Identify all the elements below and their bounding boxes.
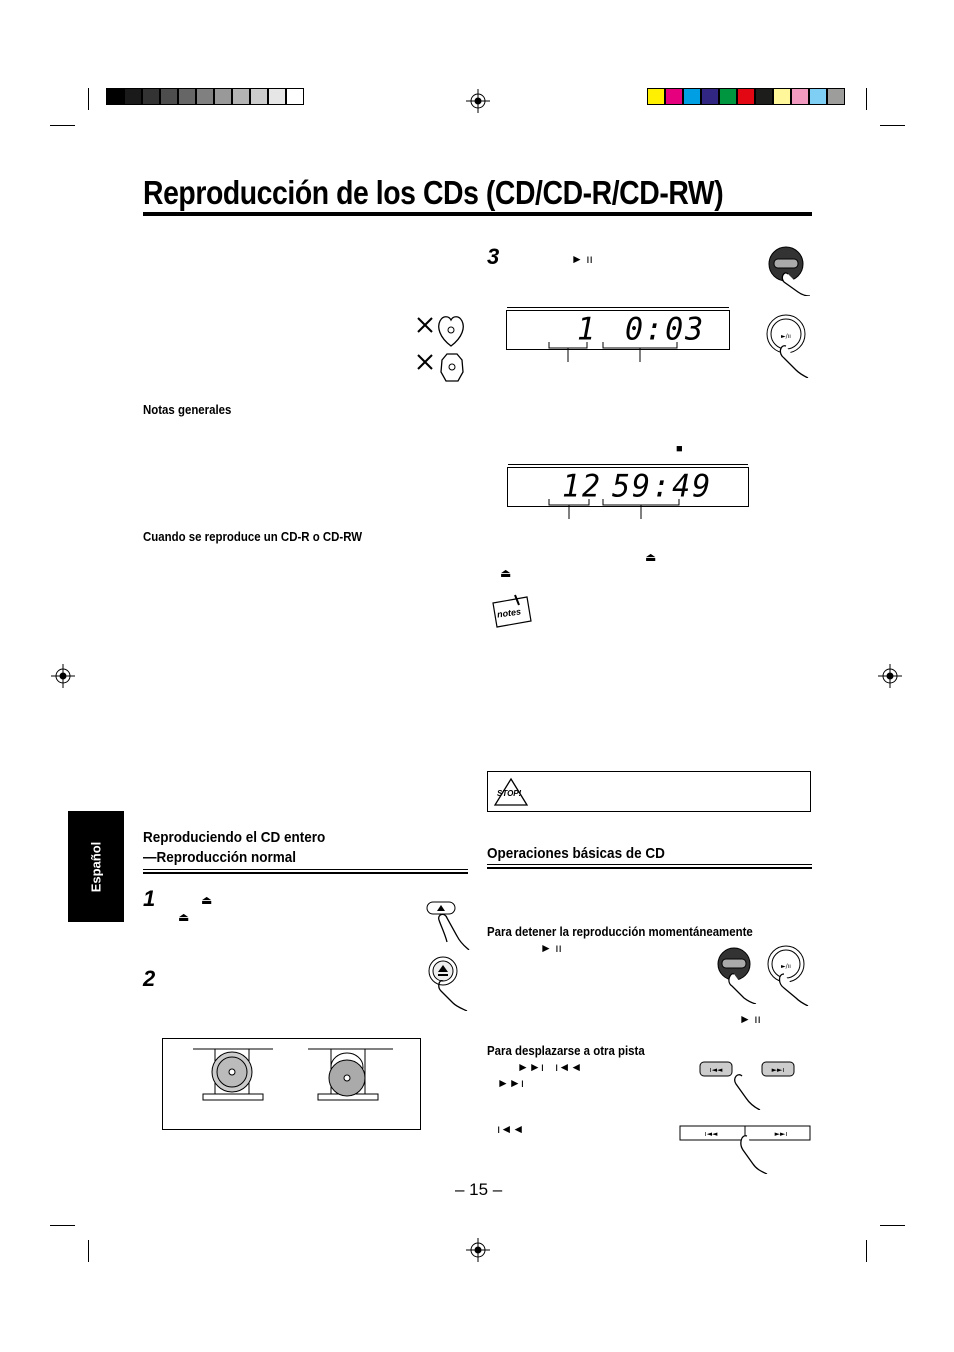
- page-number: – 15 –: [455, 1180, 503, 1199]
- pause-heading: Para detener la reproducción momentáneamente: [487, 924, 753, 939]
- section-rule: [487, 864, 812, 869]
- lcd-total-time: 59:49: [612, 468, 713, 505]
- registration-swatch: [268, 88, 286, 105]
- registration-swatch: [683, 88, 701, 105]
- registration-swatch: [124, 88, 142, 105]
- svg-text:ı◄◄: ı◄◄: [704, 1130, 718, 1138]
- notas-generales-heading: Notas generales: [143, 402, 232, 417]
- crop-mark: [866, 1240, 867, 1262]
- remote-skip-buttons-illustration: [679, 1124, 811, 1174]
- crop-mark: [50, 1225, 75, 1226]
- svg-text:►►ı: ►►ı: [771, 1066, 785, 1074]
- cd-r-rw-heading: Cuando se reproduce un CD-R o CD-RW: [143, 529, 363, 544]
- play-pause-symbol: ► ıı: [739, 1012, 761, 1026]
- svg-text:►►ı: ►►ı: [774, 1130, 788, 1138]
- svg-text:►/ıı: ►/ıı: [781, 333, 791, 340]
- language-side-tab: [68, 811, 124, 922]
- registration-swatch: [142, 88, 160, 105]
- stop-symbol: ■: [676, 443, 683, 455]
- lcd-elapsed-time: 0:03: [625, 311, 706, 348]
- prev-track-symbol: ı◄◄: [555, 1060, 583, 1074]
- eject-button-press-illustration: [423, 898, 471, 950]
- prev-track-symbol: ı◄◄: [497, 1122, 525, 1136]
- crop-mark: [880, 125, 905, 126]
- registration-swatch: [647, 88, 665, 105]
- registration-crosshair: [466, 1238, 490, 1262]
- notes-icon-label: notes: [496, 606, 522, 620]
- registration-swatch: [701, 88, 719, 105]
- play-pause-symbol: ► ıı: [540, 941, 562, 955]
- play-pause-dark-button-illustration: [714, 946, 762, 1004]
- stop-icon-label: STOP!: [497, 789, 522, 798]
- page-title: Reproducción de los CDs (CD/CD-R/CD-RW): [143, 174, 724, 211]
- step-2-number: 2: [143, 966, 156, 991]
- registration-swatch: [719, 88, 737, 105]
- lcd-track-number: 1: [577, 311, 598, 348]
- step-3-number: 3: [487, 244, 500, 269]
- skip-heading: Para desplazarse a otra pista: [487, 1043, 645, 1058]
- notes-icon: [489, 593, 533, 629]
- registration-crosshair: [466, 89, 490, 113]
- play-pause-round-button-illustration: [764, 944, 814, 1006]
- normal-play-heading-line1: Reproduciendo el CD entero: [143, 829, 326, 846]
- normal-play-heading: [143, 828, 325, 868]
- registration-swatch: [809, 88, 827, 105]
- step-1-number: 1: [143, 886, 156, 911]
- basic-ops-heading: Operaciones básicas de CD: [487, 845, 665, 862]
- registration-swatch: [286, 88, 304, 105]
- play-pause-symbol: ► ıı: [571, 252, 593, 266]
- registration-swatch: [665, 88, 683, 105]
- next-track-symbol: ►►ı: [517, 1060, 545, 1074]
- eject-symbol: ⏏: [178, 910, 190, 924]
- heart-disc-prohibited-icon: [415, 313, 467, 347]
- registration-swatch: [214, 88, 232, 105]
- odd-disc-prohibited-icon: [415, 350, 467, 386]
- registration-crosshair: [878, 664, 902, 688]
- svg-text:►/ıı: ►/ıı: [781, 963, 791, 970]
- registration-swatch: [737, 88, 755, 105]
- registration-swatch: [232, 88, 250, 105]
- normal-play-heading-line2: —Reproducción normal: [143, 849, 297, 866]
- eject-symbol: ⏏: [201, 893, 213, 907]
- registration-swatch: [160, 88, 178, 105]
- caution-box: [487, 771, 811, 812]
- disc-loading-illustration: [162, 1038, 421, 1130]
- svg-text:ı◄◄: ı◄◄: [709, 1066, 723, 1074]
- play-pause-round-button-illustration: [764, 312, 814, 378]
- registration-swatch: [827, 88, 845, 105]
- side-tab-label: Español: [88, 841, 104, 893]
- eject-symbol: ⏏: [500, 566, 512, 580]
- crop-mark: [880, 1225, 905, 1226]
- registration-crosshair: [51, 664, 75, 688]
- crop-mark: [88, 88, 89, 110]
- eject-symbol: ⏏: [645, 550, 657, 564]
- disc-tray-diagram: [163, 1039, 420, 1129]
- crop-mark: [866, 88, 867, 110]
- play-pause-dark-button-illustration: [766, 244, 814, 296]
- registration-swatch: [178, 88, 196, 105]
- registration-swatch: [755, 88, 773, 105]
- crop-mark: [88, 1240, 89, 1262]
- registration-swatch: [250, 88, 268, 105]
- next-track-symbol: ►►ı: [497, 1076, 525, 1090]
- lcd-callout-brackets: [545, 497, 685, 521]
- skip-buttons-illustration: [698, 1058, 798, 1110]
- registration-swatch: [106, 88, 124, 105]
- registration-swatch: [773, 88, 791, 105]
- registration-swatch: [791, 88, 809, 105]
- eject-round-button-press-illustration: [423, 955, 471, 1011]
- registration-swatch: [196, 88, 214, 105]
- lcd-total-tracks: 12: [562, 468, 603, 505]
- crop-mark: [50, 125, 75, 126]
- title-rule: [143, 212, 812, 216]
- section-rule: [143, 869, 468, 874]
- lcd-callout-brackets: [545, 340, 685, 364]
